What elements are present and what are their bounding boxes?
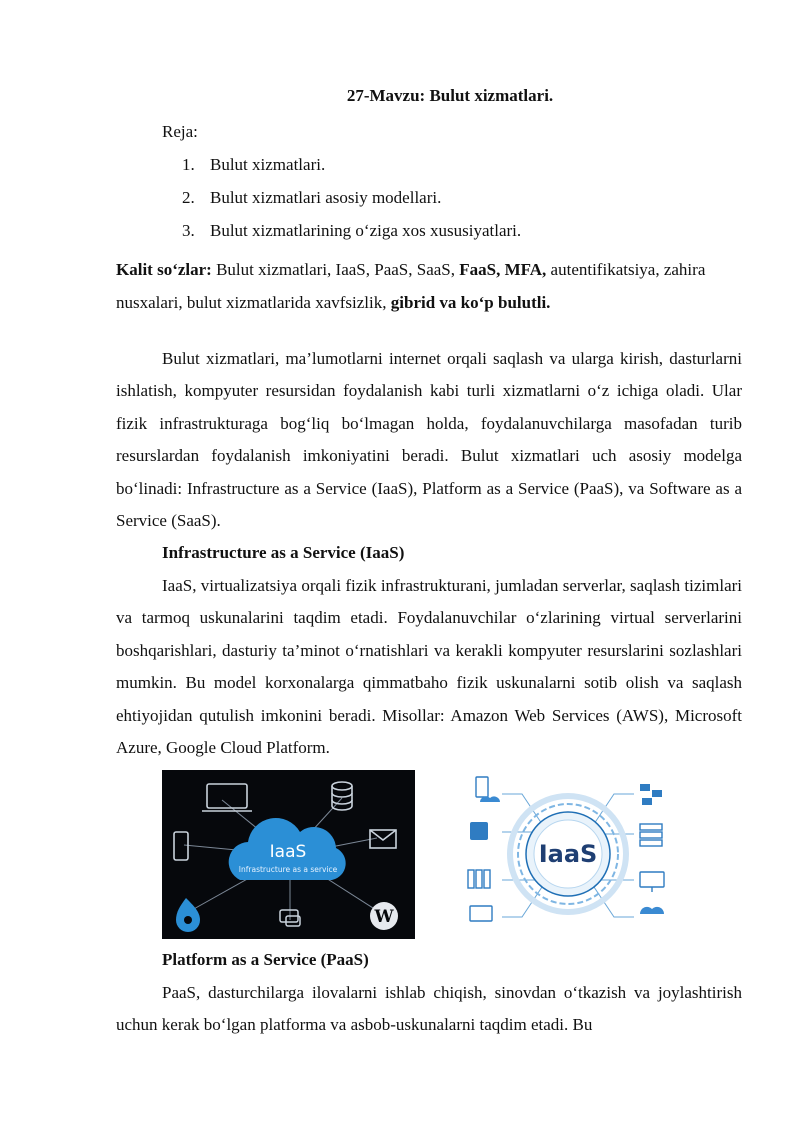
server-stack-icon xyxy=(640,824,662,846)
plan-item: 3. Bulut xizmatlarining o‘ziga xos xususiyatlari. xyxy=(182,221,522,240)
paas-paragraph: PaaS, dasturchilarga ilovalarni ishlab chiqish, sinovdan o‘tkazish va joylashtirish uchun kerak bo‘lgan platforma va asbob-uskunalarni taqdim etadi. Bu xyxy=(116,983,742,1035)
page-title: 27-Mavzu: Bulut xizmatlari. xyxy=(346,86,554,105)
network-icon xyxy=(640,784,662,805)
image1-title: IaaS xyxy=(269,842,307,862)
iaas-cloud-illustration xyxy=(162,770,415,939)
iaas-network-image xyxy=(462,772,674,934)
cloud-upload-icon xyxy=(480,796,500,802)
monitor-cloud-icon xyxy=(470,906,492,921)
iaas-cloud-image xyxy=(162,770,415,939)
plan-item: 2. Bulut xizmatlari asosiy modellari. xyxy=(182,188,442,207)
wordpress-icon xyxy=(370,902,398,930)
image1-subtitle: Infrastructure as a service xyxy=(238,865,338,874)
keywords-label: Kalit so‘zlar: xyxy=(116,260,212,279)
desktop-icon xyxy=(640,872,664,892)
phone-icon xyxy=(174,832,188,860)
plan-list xyxy=(182,154,521,253)
plan-label: Reja: xyxy=(162,122,198,141)
paas-heading: Platform as a Service (PaaS) xyxy=(162,950,369,969)
image2-title: IaaS xyxy=(538,840,598,868)
chip-icon xyxy=(470,822,488,840)
server-rack-icon xyxy=(468,870,490,888)
intro-paragraph: Bulut xizmatlari, ma’lumotlarni internet orqali saqlash va ularga kirish, dasturlarni ishlatish, kompyuter resursidan foydalanish kabi turli xizmatlarni o‘z ichiga oladi. Ular fizik infrastrukturaga bog‘liq bo‘lmagan holda, foydalanuvchilarga masofadan turib resurslardan foydalanish imkoniyatini beradi. Bulut xizmatlari uch asosiy modelga bo‘linadi: Infrastructure as a Service (IaaS), Platform as a Service (PaaS), va Software as a Service (SaaS). xyxy=(116,349,742,531)
iaas-network-illustration xyxy=(462,772,674,934)
mobile-icon xyxy=(476,777,488,797)
iaas-paragraph: IaaS, virtualizatsiya orqali fizik infrastrukturani, jumladan serverlar, saqlash tizimlari va tarmoq uskunalarini taqdim etadi. Foydalanuvchilar o‘zlarining virtual serverlarini boshqarishlari, dasturiy ta’minot o‘rnatishlari va kerakli kompyuter resurslarini sozlashlari mumkin. Bu model korxonalarga qimmatbaho fizik uskunalarni sotib olish va saqlash ehtiyojidan qutulish imkonini beradi. Misollar: Amazon Web Services (AWS), Microsoft Azure, Google Cloud Platform. xyxy=(116,576,742,758)
drupal-icon xyxy=(176,898,200,932)
keywords-paragraph: Kalit so‘zlar: Bulut xizmatlari, IaaS, PaaS, SaaS, FaaS, MFA, autentifikatsiya, zahira nusxalari, bulut xizmatlarida xavfsizlik, gibrid va ko‘p bulutli. xyxy=(116,260,706,312)
iaas-heading: Infrastructure as a Service (IaaS) xyxy=(162,543,405,562)
laptop-icon xyxy=(202,784,252,811)
cloud-network-icon xyxy=(640,907,664,914)
plan-item: 1. Bulut xizmatlari. xyxy=(182,155,326,174)
svg-text:W: W xyxy=(374,907,394,927)
